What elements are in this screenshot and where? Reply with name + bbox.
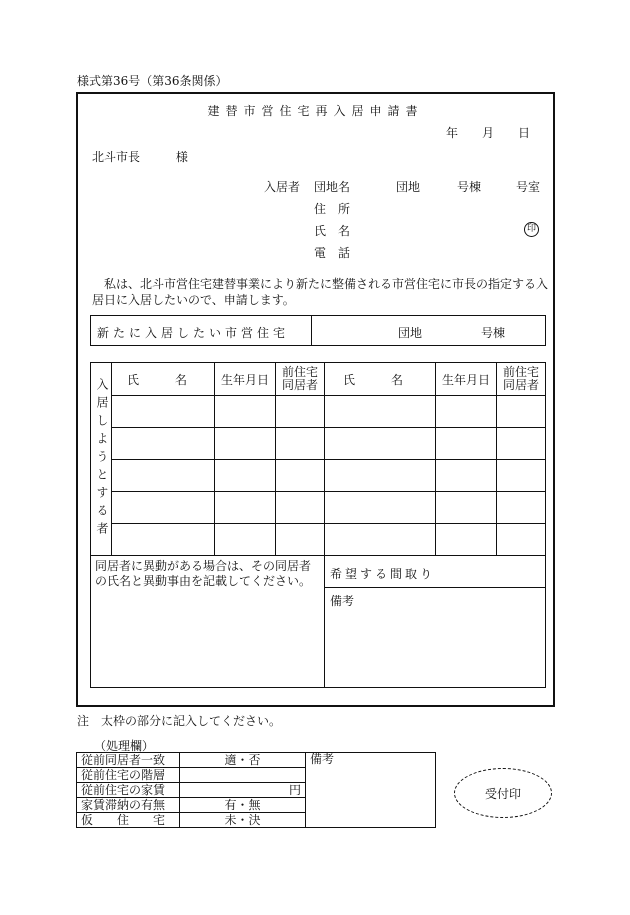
proc-row-value: 未・決 [180,813,306,828]
header-prev-left: 前住宅同居者 [282,365,319,392]
addressee-honorific: 様 [175,150,188,164]
processing-label: （処理欄） [94,739,155,753]
new-housing-box [90,315,546,346]
complex-suffix: 団地 [396,180,421,194]
application-frame [76,92,555,707]
proc-row-label: 従前住宅の家賃 [77,783,180,798]
new-housing-building-suffix: 号棟 [481,326,506,340]
addressee [92,148,188,165]
addressee-name: 北斗市長 [92,150,141,164]
header-birthdate-right: 生年月日 [441,373,490,387]
form-title: 建替市営住宅再入居申請書 [207,104,424,118]
change-note: 同居者に異動がある場合は、その同居者の氏名と異動事由を記載してください。 [95,559,312,588]
proc-row-value: 円 [180,783,306,798]
footnote: 注 太枠の部分に記入してください。 [77,714,282,728]
header-name-left: 氏 名 [127,373,188,387]
applicant-heading: 入居者 [264,180,301,194]
phone-label: 電 話 [314,246,351,260]
new-housing-complex-suffix: 団地 [398,326,423,340]
header-prev-right: 前住宅同居者 [502,365,539,392]
floor-plan-label: 希望する間取り [330,567,436,581]
proc-remarks: 備考 [306,753,436,828]
residents-section-label: 入居しようとする者 [95,378,109,540]
proc-row-label: 仮 住 宅 [77,813,180,828]
residents-table [90,362,546,688]
declaration-text: 私は、北斗市営住宅建替事業により新たに整備される市営住宅に市長の指定する入居日に入居したいので、申請します。 [92,277,549,307]
proc-row-label: 従前同居者一致 [77,753,180,768]
proc-row-label: 従前住宅の階層 [77,768,180,783]
date-month: 月 [482,126,495,140]
header-birthdate-left: 生年月日 [220,373,269,387]
remarks-label: 備考 [330,594,355,608]
address-label: 住 所 [314,202,351,216]
processing-table [76,752,436,828]
seal-mark: 印 [524,222,539,237]
proc-row-value: 有・無 [180,798,306,813]
proc-row-label: 家賃滞納の有無 [77,798,180,813]
name-label: 氏 名 [314,224,351,238]
proc-row-value [180,768,306,783]
reception-stamp: 受付印 [454,768,552,818]
date-day: 日 [518,126,531,140]
header-name-right: 氏 名 [343,373,404,387]
date-year: 年 [446,126,459,140]
building-suffix: 号棟 [457,180,482,194]
new-housing-label: 新たに入居したい市営住宅 [97,326,290,340]
proc-row-value: 適・否 [180,753,306,768]
form-id: 様式第36号（第36条関係） [77,74,228,88]
room-suffix: 号室 [516,180,541,194]
complex-label: 団地名 [314,180,351,194]
